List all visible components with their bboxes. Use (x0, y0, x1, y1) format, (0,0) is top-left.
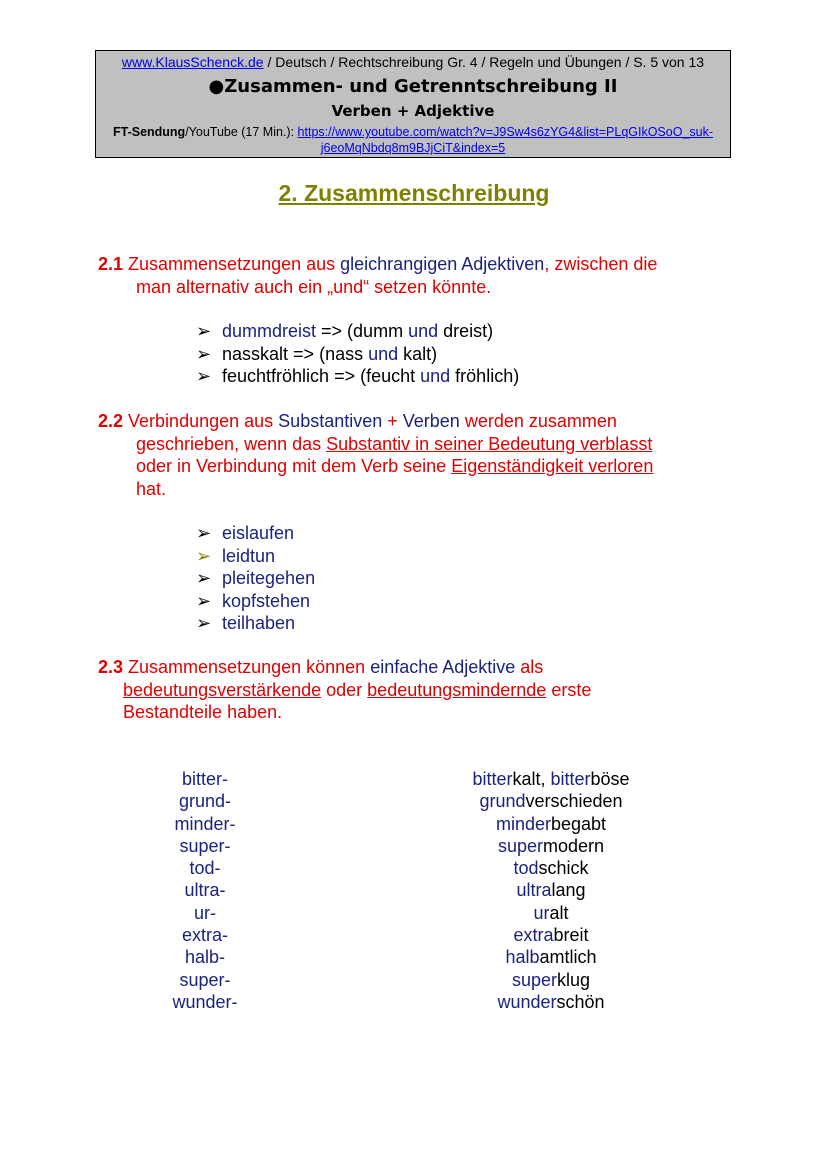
example-rest: alt (549, 902, 569, 923)
text: + (382, 411, 403, 431)
text-underlined: Eigenständigkeit verloren (451, 456, 654, 477)
section-number: 2.1 (98, 254, 124, 274)
prefix-item: minder- (174, 813, 236, 834)
arrow-bullet-icon: ➢ (196, 523, 212, 543)
section-2-2-line2 (98, 433, 738, 456)
example-rest: schön (556, 991, 605, 1012)
section-2-3-line1 (98, 656, 738, 679)
list-item (196, 320, 519, 343)
prefix-item: super- (179, 835, 231, 856)
text: erste (546, 679, 592, 700)
header-box (95, 50, 731, 158)
example-rest: modern (543, 835, 605, 856)
text-highlight: einfache Adjektive (370, 657, 516, 677)
text-underlined: bedeutungsverstärkende (123, 679, 322, 700)
header-title-text: Zusammen- und Getrenntschreibung II (224, 76, 618, 97)
bullet-icon: ● (208, 76, 225, 97)
list-item (196, 522, 315, 545)
section-2-3-line2 (98, 679, 738, 702)
arrow-bullet-icon: ➢ (196, 545, 212, 566)
example-prefix: bitter (472, 769, 513, 789)
section-2-3-line3: Bestandteile haben. (123, 702, 283, 723)
example-item (431, 946, 671, 968)
header-breadcrumb-line (96, 54, 730, 70)
word: nasskalt (222, 343, 289, 364)
word: und (368, 343, 399, 364)
example-prefix: extra (513, 925, 554, 946)
list-item (196, 343, 519, 366)
example-item (431, 902, 671, 924)
page-title: 2. Zusammenschreibung (278, 180, 550, 206)
example-rest: verschieden (525, 791, 623, 812)
example-rest: amtlich (539, 947, 597, 968)
text: fröhlich) (450, 366, 520, 386)
text-highlight: Verben (402, 411, 460, 431)
example-prefix: super (497, 835, 543, 856)
example-rest: böse (590, 769, 630, 789)
example-column (431, 768, 671, 1013)
example-prefix: grund (479, 791, 526, 812)
example-item (431, 924, 671, 946)
prefix-item: wunder- (172, 991, 238, 1012)
site-link[interactable]: www.KlausSchenck.de (121, 54, 264, 70)
ft-rest: /YouTube (17 Min.): (185, 125, 298, 139)
text-highlight: Substantiven (278, 411, 383, 431)
section-2-2-line3 (98, 455, 738, 478)
word: feuchtfröhlich (222, 366, 330, 386)
prefix-item: ultra- (184, 880, 226, 901)
arrow-bullet-icon: ➢ (196, 568, 212, 588)
video-link-part2[interactable]: j6eoMqNbdq8m9BJjCiT&index=5 (320, 141, 506, 155)
example-rest: schick (538, 858, 589, 879)
breadcrumb-text: / Deutsch / Rechtschreibung Gr. 4 / Regeln und Übungen / S. 5 von 13 (263, 54, 705, 70)
section-number: 2.3 (98, 657, 124, 677)
word: teilhaben (222, 613, 296, 633)
section-2-2-line1 (98, 410, 738, 433)
word: und (420, 366, 451, 386)
text: , zwischen die (544, 254, 658, 274)
example-item (431, 991, 671, 1013)
example-item (431, 790, 671, 812)
list-item (196, 590, 315, 613)
section-2-2-line4: hat. (136, 479, 167, 500)
prefix-item: tod- (189, 858, 221, 879)
word: kopfstehen (222, 590, 311, 611)
arrow-bullet-icon: ➢ (196, 321, 212, 341)
prefix-item: ur- (194, 902, 216, 923)
word: leidtun (222, 545, 276, 566)
text: geschrieben, wenn das (136, 433, 327, 454)
prefix-column (140, 768, 270, 1013)
section-number: 2.2 (98, 411, 124, 431)
prefix-item: grund- (178, 791, 232, 812)
text: werden zusammen (459, 411, 617, 431)
prefix-item: bitter- (181, 769, 228, 789)
text: als (515, 657, 544, 677)
section-2-1 (98, 253, 738, 298)
header-video-line (104, 124, 722, 156)
example-rest: klug (557, 969, 591, 990)
text-highlight: gleichrangigen Adjektiven (340, 254, 545, 274)
text: Verbindungen aus (123, 411, 279, 431)
example-prefix: minder (495, 813, 551, 834)
list-item (196, 365, 519, 388)
example-prefix: ultra (516, 880, 552, 901)
example-prefix: bitter (550, 769, 591, 789)
video-link-part1[interactable]: https://www.youtube.com/watch?v=J9Sw4s6zYG4&list=PLqGIkOSoO_suk- (297, 125, 714, 139)
arrow-bullet-icon: ➢ (196, 613, 212, 633)
word: dummdreist (222, 321, 317, 341)
example-rest: lang (551, 880, 586, 901)
text-underlined: bedeutungsmindernde (367, 679, 547, 700)
text: oder in Verbindung mit dem Verb seine (136, 456, 452, 477)
arrow-bullet-icon: ➢ (196, 590, 212, 611)
example-rest: kalt, (512, 769, 551, 789)
text: => (dumm (316, 321, 409, 341)
example-item (431, 879, 671, 901)
example-item (431, 857, 671, 879)
word: und (408, 321, 439, 341)
example-item (431, 835, 671, 857)
prefix-item: halb- (184, 947, 226, 968)
list-item (196, 545, 315, 568)
example-prefix: wunder (497, 991, 557, 1012)
example-prefix: halb (505, 947, 540, 968)
text-underlined: Substantiv in seiner Bedeutung verblasst (326, 433, 653, 454)
example-rest: begabt (550, 813, 607, 834)
header-title (96, 76, 730, 97)
text: => (feucht (329, 366, 421, 386)
example-prefix: ur (533, 902, 550, 923)
header-subtitle: Verben + Adjektive (331, 102, 495, 120)
text: dreist) (438, 321, 494, 341)
example-item (431, 969, 671, 991)
text: kalt) (398, 343, 438, 364)
list-2-1 (196, 320, 519, 388)
ft-label: FT-Sendung (112, 125, 186, 139)
prefix-item: super- (179, 969, 231, 990)
section-2-1-line1 (98, 253, 738, 276)
text: oder (321, 679, 368, 700)
section-2-3 (98, 656, 738, 724)
text: Zusammensetzungen können (123, 657, 371, 677)
arrow-bullet-icon: ➢ (196, 366, 212, 386)
prefix-item: extra- (181, 925, 228, 946)
section-2-1-line2: man alternativ auch ein „und“ setzen könnte. (136, 276, 492, 297)
example-prefix: tod (513, 858, 539, 879)
example-item (431, 768, 671, 790)
list-item (196, 612, 315, 635)
example-rest: breit (553, 925, 589, 946)
arrow-bullet-icon: ➢ (196, 343, 212, 364)
word: eislaufen (222, 523, 295, 543)
text: => (nass (288, 343, 369, 364)
word: pleitegehen (222, 568, 316, 588)
list-item (196, 567, 315, 590)
text: Zusammensetzungen aus (123, 254, 341, 274)
example-prefix: super (511, 969, 557, 990)
section-2-2 (98, 410, 738, 501)
list-2-2 (196, 522, 315, 635)
example-item (431, 813, 671, 835)
